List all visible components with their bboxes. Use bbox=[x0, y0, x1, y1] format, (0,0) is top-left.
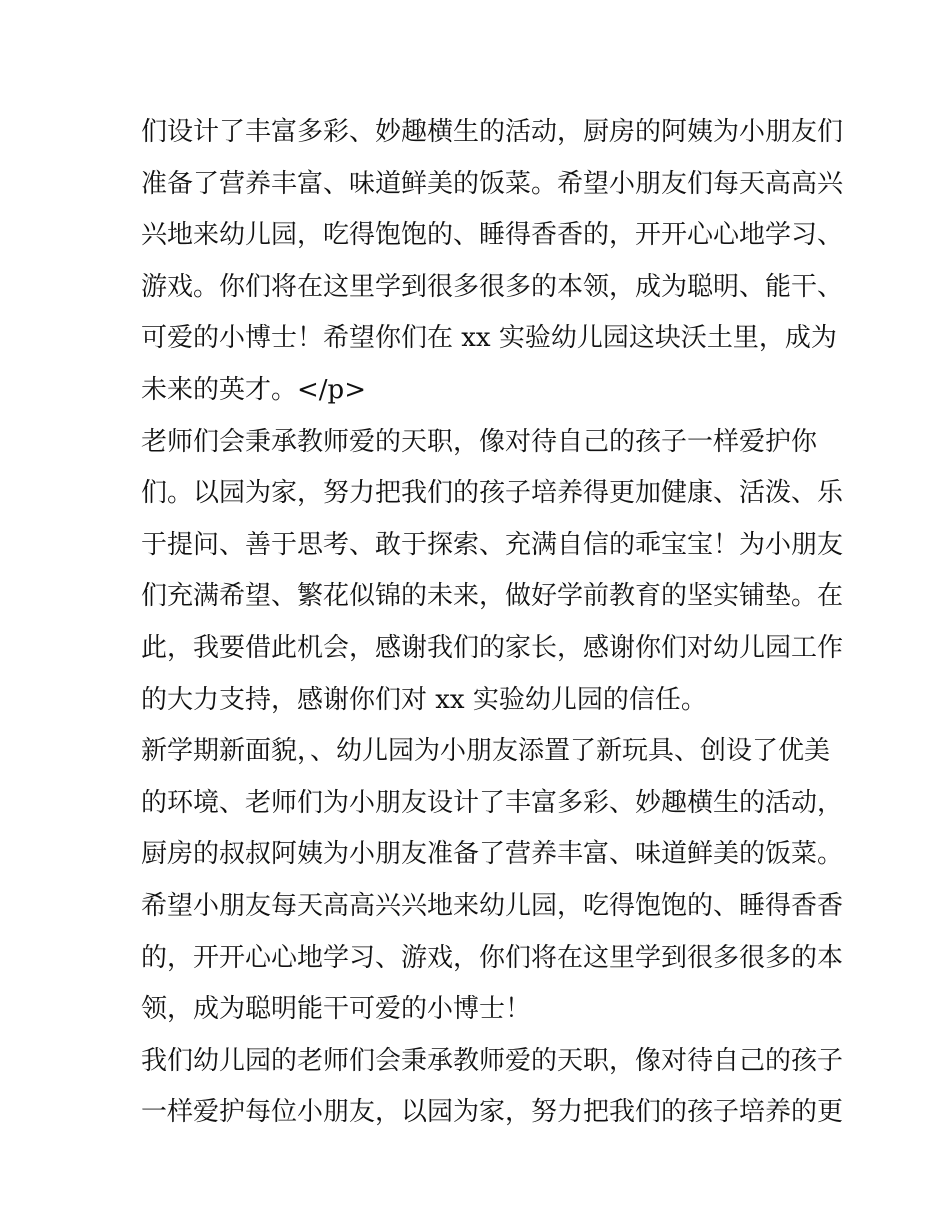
text-line: 们。以园为家，努力把我们的孩子培养得更加健康、活泼、乐 bbox=[141, 478, 844, 509]
text-line: 未来的英才。</p> bbox=[141, 374, 366, 405]
text-line: 的大力支持，感谢你们对 xx 实验幼儿园的信任。 bbox=[141, 684, 707, 715]
text-line: 可爱的小博士！希望你们在 xx 实验幼儿园这块沃土里，成为 bbox=[141, 323, 837, 354]
text-line: 的环境、老师们为小朋友设计了丰富多彩、妙趣横生的活动， bbox=[141, 787, 844, 818]
text-line: 准备了营养丰富、味道鲜美的饭菜。希望小朋友们每天高高兴 bbox=[141, 168, 844, 199]
text-line: 此，我要借此机会，感谢我们的家长，感谢你们对幼儿园工作 bbox=[141, 632, 844, 663]
text-line: 们设计了丰富多彩、妙趣横生的活动，厨房的阿姨为小朋友们 bbox=[141, 117, 844, 147]
text-line: 的，开开心心地学习、游戏，你们将在这里学到很多很多的本 bbox=[141, 942, 844, 973]
text-line: 厨房的叔叔阿姨为小朋友准备了营养丰富、味道鲜美的饭菜。 bbox=[141, 839, 844, 870]
text-line: 领，成为聪明能干可爱的小博士！ bbox=[141, 994, 532, 1025]
text-line: 游戏。你们将在这里学到很多很多的本领，成为聪明、能干、 bbox=[141, 271, 844, 302]
text-line: 新学期新面貌，、幼儿园为小朋友添置了新玩具、创设了优美 bbox=[141, 736, 831, 767]
text-line: 我们幼儿园的老师们会秉承教师爱的天职，像对待自己的孩子 bbox=[141, 1045, 844, 1076]
text-line: 希望小朋友每天高高兴兴地来幼儿园，吃得饱饱的、睡得香香 bbox=[141, 890, 844, 921]
text-line: 兴地来幼儿园，吃得饱饱的、睡得香香的，开开心心地学习、 bbox=[141, 220, 844, 251]
text-line: 一样爱护每位小朋友，以园为家，努力把我们的孩子培养的更 bbox=[141, 1097, 844, 1128]
text-line: 于提问、善于思考、敢于探索、充满自信的乖宝宝！为小朋友 bbox=[141, 529, 844, 560]
text-line: 们充满希望、繁花似锦的未来，做好学前教育的坚实铺垫。在 bbox=[141, 581, 844, 612]
text-line: 老师们会秉承教师爱的天职，像对待自己的孩子一样爱护你 bbox=[141, 426, 818, 457]
body-text bbox=[141, 107, 844, 1139]
